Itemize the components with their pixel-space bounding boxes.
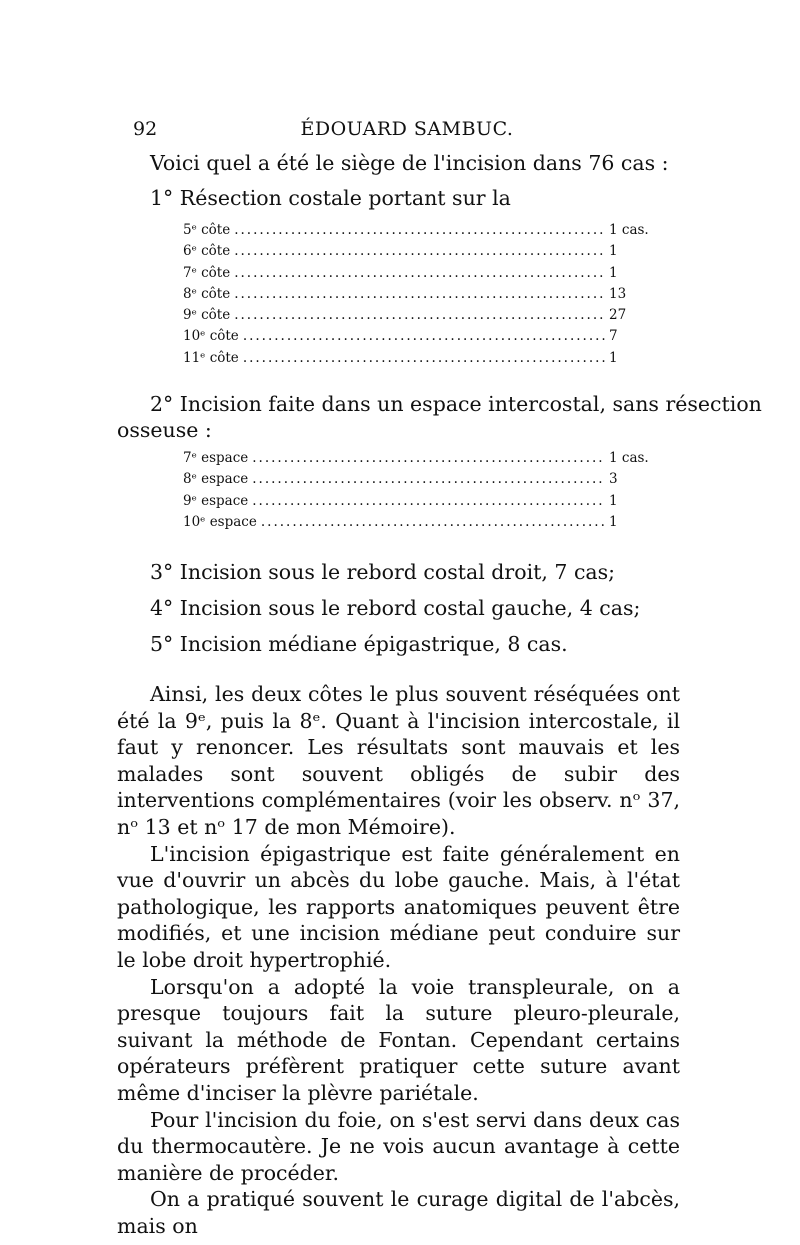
section-2-title-cont: osseuse : (117, 418, 212, 442)
running-title: ÉDOUARD SAMBUC. (300, 118, 514, 140)
list-item: 9ᵉ côte ..... 27 (183, 307, 653, 328)
page-number: 92 (133, 118, 158, 140)
section-4: 4° Incision sous le rebord costal gauche, 4 cas; (150, 596, 641, 620)
list-item: 7ᵉ espace ..... 1 cas. (183, 450, 653, 471)
intercostal-space-list (183, 450, 653, 535)
rib-resection-list (183, 222, 653, 371)
list-item: 9ᵉ espace ..... 1 (183, 493, 653, 514)
section-1-title: 1° Résection costale portant sur la (150, 186, 511, 210)
list-item: 6ᵉ côte ..... 1 (183, 243, 653, 264)
page-header (133, 118, 681, 142)
section-3: 3° Incision sous le rebord costal droit, 7 cas; (150, 560, 616, 584)
list-item: 10ᵉ côte ..... 7 (183, 328, 653, 349)
paragraph: Ainsi, les deux côtes le plus souvent réséquées ont été la 9ᵉ, puis la 8ᵉ. Quant à l'incision intercostale, il faut y renoncer. Les résultats sont mauvais et les malades sont souvent obligés de subir des interventions complémentaires (voir les observ. nᵒ 37, nᵒ 13 et nᵒ 17 de mon Mémoire). (117, 682, 680, 839)
body-text (117, 681, 680, 1239)
list-item: 5ᵉ côte ..... 1 cas. (183, 222, 653, 243)
list-item: 10ᵉ espace ..... 1 (183, 514, 653, 535)
list-item: 8ᵉ espace ..... 3 (183, 471, 653, 492)
section-5: 5° Incision médiane épigastrique, 8 cas. (150, 632, 568, 656)
list-item: 8ᵉ côte ..... 13 (183, 286, 653, 307)
list-item: 11ᵉ côte ..... 1 (183, 350, 653, 371)
paragraph: L'incision épigastrique est faite généralement en vue d'ouvrir un abcès du lobe gauche. Mais, à l'état pathologique, les rapports anatomiques peuvent être modifiés, et une incision médiane peut conduire sur le lobe droit hypertrophié. (117, 841, 680, 972)
section-2-title: 2° Incision faite dans un espace intercostal, sans résection (150, 392, 762, 416)
paragraph: On a pratiqué souvent le curage digital de l'abcès, mais on (117, 1187, 680, 1238)
intro-line: Voici quel a été le siège de l'incision dans 76 cas : (150, 151, 669, 175)
paragraph: Lorsqu'on a adopté la voie transpleurale, on a presque toujours fait la suture pleuro-pleurale, suivant la méthode de Fontan. Cependant certains opérateurs préfèrent pratiquer cette suture avant même d'inciser la plèvre pariétale. (117, 974, 680, 1105)
paragraph: Pour l'incision du foie, on s'est servi dans deux cas du thermocautère. Je ne vois aucun avantage à cette manière de procéder. (117, 1107, 680, 1185)
list-item: 7ᵉ côte ..... 1 (183, 265, 653, 286)
